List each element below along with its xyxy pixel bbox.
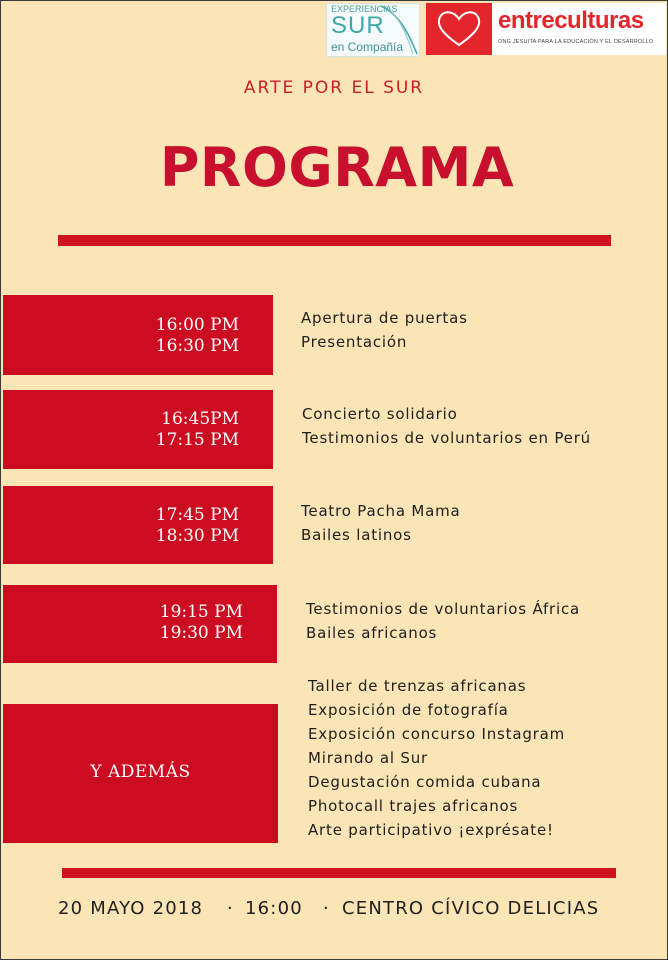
entreculturas-tagline: ONG JESUITA PARA LA EDUCACIÓN Y EL DESARROLLO [498,39,654,45]
experiencias-sur-logo [326,3,420,57]
time-block-3 [3,486,273,564]
logo-sur-line3: en Compañía [331,40,404,54]
time-start: 17:45 PM [155,505,239,525]
event-date: 20 MAYO 2018 [58,898,204,919]
activity-list-4 [306,597,580,645]
activity-item: Exposición concurso Instagram [308,725,566,743]
activity-item: Exposición de fotografía [308,701,509,719]
activity-item: Bailes latinos [301,526,412,544]
activity-list-1 [301,306,468,354]
extras-label: Y ADEMÁS [90,762,191,782]
page-title: PROGRAMA [159,136,515,199]
entreculturas-name: entreculturas [498,7,644,34]
activity-item: Testimonios de voluntarios África [306,600,581,618]
activity-item: Bailes africanos [306,624,438,642]
footer-separator: · [227,898,233,919]
activity-item: Concierto solidario [302,405,458,423]
event-subtitle: ARTE POR EL SUR [243,78,425,98]
entreculturas-mark [426,3,492,55]
event-venue: CENTRO CÍVICO DELICIAS [342,898,600,919]
time-block-4 [3,585,277,663]
entreculturas-logo [426,3,666,55]
heart-icon [426,3,492,55]
top-divider [58,235,611,246]
time-end: 17:15 PM [155,430,239,450]
extras-block [3,704,278,843]
logo-sur-line1: EXPERIENCIAS [331,4,398,14]
time-end: 19:30 PM [159,623,243,643]
extras-activity-list [308,674,565,842]
activity-list-2 [302,402,591,450]
footer-separator: · [323,898,329,919]
activity-item: Teatro Pacha Mama [301,502,461,520]
activity-item: Apertura de puertas [301,309,468,327]
activity-item: Mirando al Sur [308,749,428,767]
activity-item: Photocall trajes africanos [308,797,519,815]
activity-list-3 [301,499,461,547]
sur-swoosh-icon [379,4,419,56]
time-start: 19:15 PM [159,602,243,622]
activity-item: Degustación comida cubana [308,773,542,791]
logo-sur-line2: SUR [331,12,385,39]
event-time: 16:00 [245,898,303,919]
time-block-1 [3,295,273,375]
time-start: 16:00 PM [155,315,239,335]
activity-item: Testimonios de voluntarios en Perú [302,429,591,447]
time-end: 16:30 PM [155,336,239,356]
time-end: 18:30 PM [155,526,239,546]
activity-item: Arte participativo ¡exprésate! [308,821,554,839]
time-start: 16:45PM [161,409,239,429]
activity-item: Taller de trenzas africanas [308,677,527,695]
activity-item: Presentación [301,333,408,351]
bottom-divider [62,868,616,878]
time-block-2 [3,390,273,469]
